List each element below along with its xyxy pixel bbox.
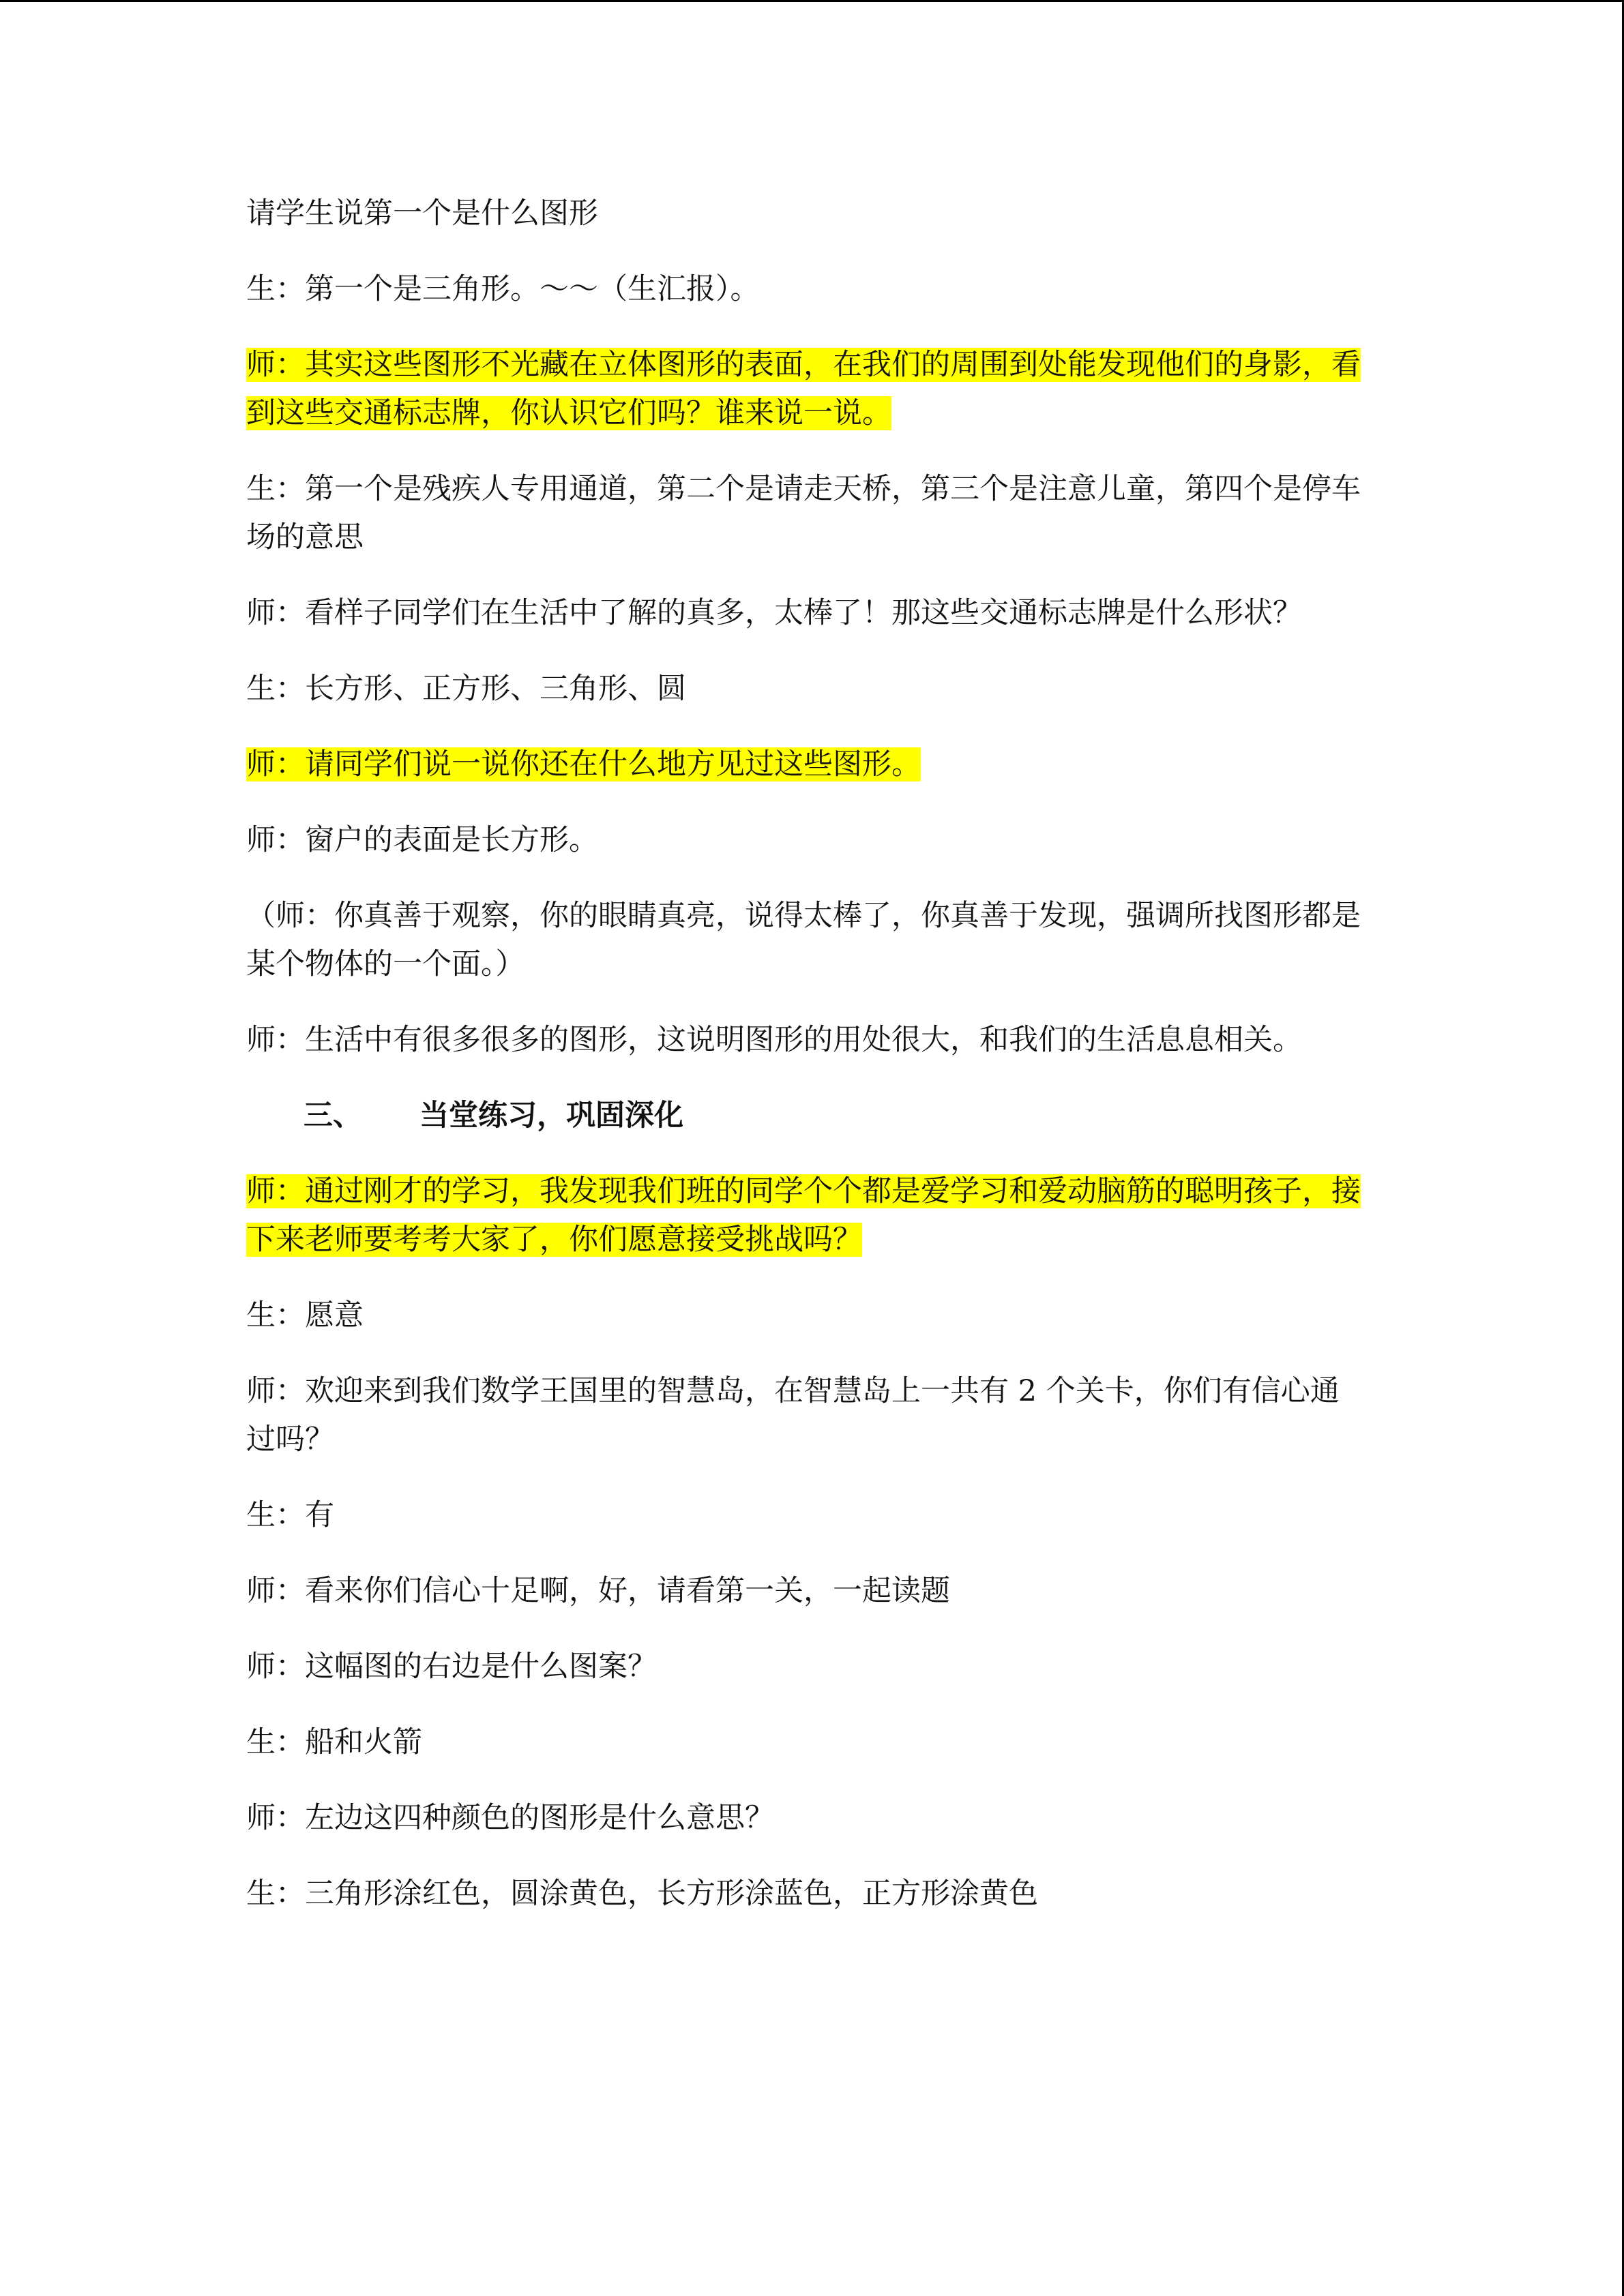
paragraph-19: 生：三角形涂红色，圆涂黄色，长方形涂蓝色，正方形涂黄色 <box>246 1877 1038 1911</box>
paragraph-17: 生：船和火箭 <box>246 1725 422 1759</box>
document-page <box>246 190 1365 1945</box>
paragraph-3-highlighted: 师：其实这些图形不光藏在立体图形的表面，在我们的周围到处能发现他们的身影，看到这些交通标志牌，你认识它们吗？谁来说一说。 <box>246 348 1361 430</box>
paragraph-18: 师：左边这四种颜色的图形是什么意思？ <box>246 1801 774 1835</box>
paragraph-14: 生：有 <box>246 1498 334 1532</box>
paragraph-9: （师：你真善于观察，你的眼睛真亮，说得太棒了，你真善于发现，强调所找图形都是某个物体的一个面。） <box>246 899 1361 981</box>
section-number: 三、 <box>304 1099 362 1133</box>
section-title: 当堂练习，巩固深化 <box>419 1099 683 1133</box>
paragraph-1: 请学生说第一个是什么图形 <box>246 196 598 230</box>
section-heading <box>246 1092 1365 1140</box>
paragraph-4: 生：第一个是残疾人专用通道，第二个是请走天桥，第三个是注意儿童，第四个是停车场的意思 <box>246 472 1361 554</box>
paragraph-10: 师：生活中有很多很多的图形，这说明图形的用处很大，和我们的生活息息相关。 <box>246 1023 1302 1057</box>
paragraph-15: 师：看来你们信心十足啊，好，请看第一关，一起读题 <box>246 1574 950 1608</box>
paragraph-11-highlighted: 师：通过刚才的学习，我发现我们班的同学个个都是爱学习和爱动脑筋的聪明孩子，接下来老师要考考大家了，你们愿意接受挑战吗？ <box>246 1174 1361 1257</box>
paragraph-5: 师：看样子同学们在生活中了解的真多，太棒了！那这些交通标志牌是什么形状？ <box>246 596 1302 630</box>
paragraph-8: 师：窗户的表面是长方形。 <box>246 823 598 857</box>
paragraph-12: 生：愿意 <box>246 1298 364 1332</box>
page-top-border <box>0 0 1624 2</box>
paragraph-13: 师：欢迎来到我们数学王国里的智慧岛，在智慧岛上一共有 2 个关卡，你们有信心通过吗？ <box>246 1374 1340 1457</box>
paragraph-6: 生：长方形、正方形、三角形、圆 <box>246 672 686 706</box>
paragraph-7-highlighted: 师：请同学们说一说你还在什么地方见过这些图形。 <box>246 747 921 781</box>
paragraph-16: 师：这幅图的右边是什么图案？ <box>246 1650 657 1684</box>
paragraph-2: 生：第一个是三角形。～～（生汇报）。 <box>246 272 760 306</box>
